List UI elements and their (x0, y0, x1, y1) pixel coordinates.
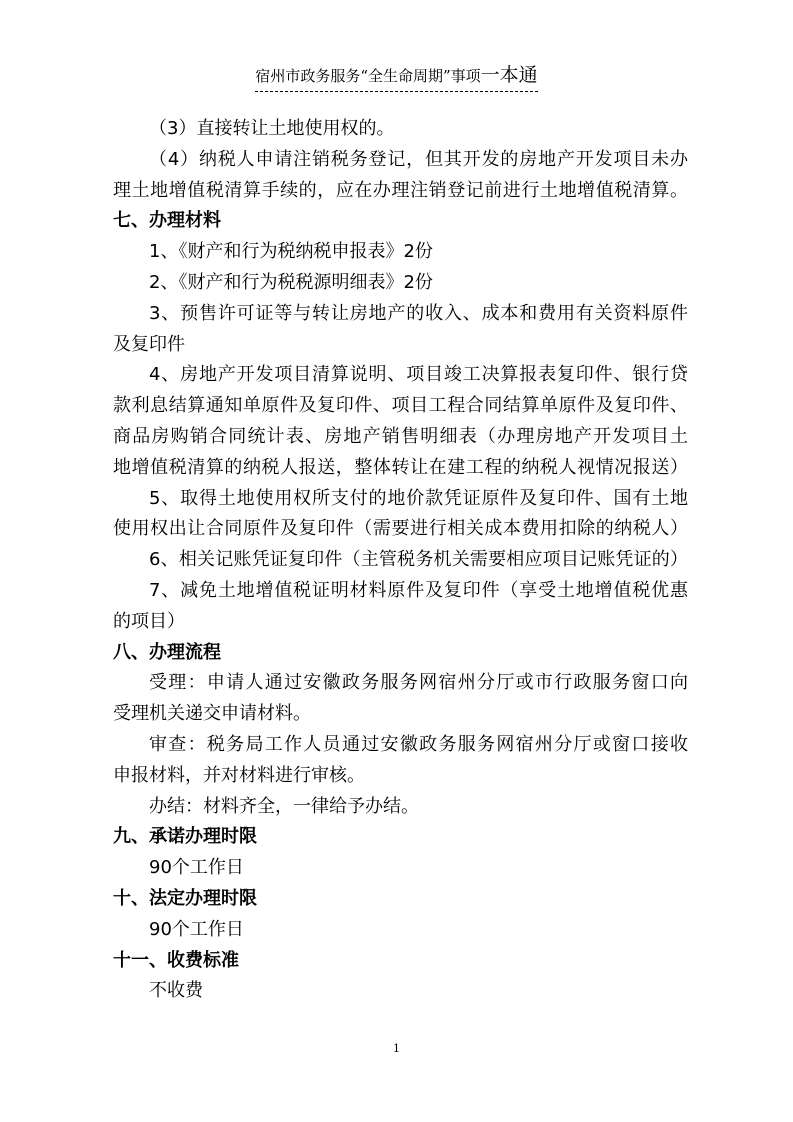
body-line: 4、房地产开发项目清算说明、项目竣工决算报表复印件、银行贷 (149, 364, 688, 386)
body-line: 受理：申请人通过安徽政务服务网宿州分厅或市行政服务窗口向 (149, 672, 688, 694)
body-line: 使用权出让合同原件及复印件（需要进行相关成本费用扣除的纳税人） (113, 518, 688, 540)
header-title (255, 60, 537, 92)
body-line: （3）直接转让土地使用权的。 (149, 118, 395, 139)
body-line: 7、减免土地增值税证明材料原件及复印件（享受土地增值税优惠 (149, 579, 688, 601)
body-line: （4）纳税人申请注销税务登记，但其开发的房地产开发项目未办 (149, 148, 688, 170)
body-line: 理土地增值税清算手续的，应在办理注销登记前进行土地增值税清算。 (113, 179, 688, 201)
body-line: 的项目） (113, 610, 185, 632)
section-heading: 八、办理流程 (113, 641, 221, 663)
body-line: 商品房购销合同统计表、房地产销售明细表（办理房地产开发项目土 (113, 425, 688, 447)
body-line: 1、《财产和行为税纳税申报表》2份 (149, 241, 433, 263)
body-line: 及复印件 (113, 333, 185, 355)
body-line: 审查：税务局工作人员通过安徽政务服务网宿州分厅或窗口接收 (149, 733, 688, 755)
body-line: 5、取得土地使用权所支付的地价款凭证原件及复印件、国有土地 (149, 487, 688, 509)
body-line: 3、预售许可证等与转让房地产的收入、成本和费用有关资料原件 (149, 302, 688, 324)
body-line: 地增值税清算的纳税人报送，整体转让在建工程的纳税人视情况报送） (113, 456, 688, 478)
body-line: 款利息结算通知单原件及复印件、项目工程合同结算单原件及复印件、 (113, 395, 688, 417)
body-line: 6、相关记账凭证复印件（主管税务机关需要相应项目记账凭证的） (149, 549, 688, 571)
section-heading: 十一、收费标准 (113, 949, 239, 971)
body-line: 不收费 (149, 980, 203, 1002)
section-heading: 九、承诺办理时限 (113, 826, 257, 848)
body-line: 90个工作日 (149, 857, 244, 879)
page-header (0, 60, 793, 92)
body-line: 申报材料，并对材料进行审核。 (113, 764, 365, 786)
section-heading: 十、法定办理时限 (113, 887, 257, 909)
header-title-small: 宿州市政务服务“全生命周期”事项 (255, 67, 481, 85)
page-number: 1 (393, 1042, 400, 1055)
document-body (113, 114, 688, 1007)
body-line: 办结：材料齐全，一律给予办结。 (149, 795, 419, 817)
header-title-big: 一本通 (480, 64, 538, 86)
section-heading: 七、办理材料 (113, 210, 221, 232)
body-line: 90个工作日 (149, 918, 244, 940)
body-line: 受理机关递交申请材料。 (113, 703, 311, 725)
body-line: 2、《财产和行为税税源明细表》2份 (149, 271, 433, 293)
